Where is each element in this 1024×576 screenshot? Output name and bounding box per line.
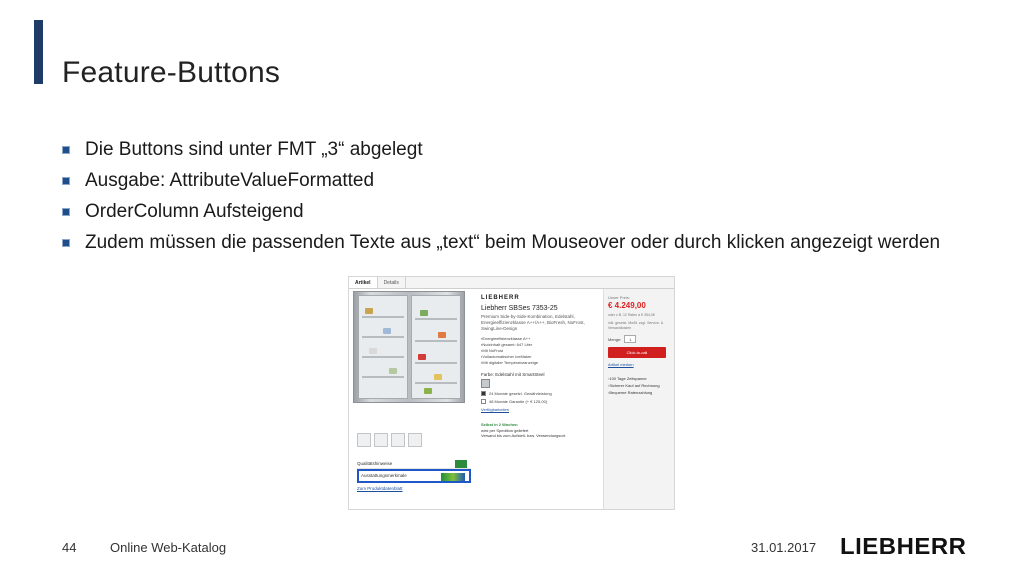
bullet-square-icon	[62, 208, 70, 216]
delivery-status: Selbst in 2 Wochen	[481, 422, 518, 427]
fridge-left-door	[358, 295, 408, 399]
bullet-square-icon	[62, 177, 70, 185]
energy-label-icon[interactable]	[455, 460, 467, 468]
fridge-right-door	[411, 295, 461, 399]
quality-label: Qualitätshinweise	[357, 461, 393, 466]
bullet-text: Die Buttons sind unter FMT „3“ abgelegt	[85, 138, 423, 160]
price-value: € 4.249,00	[608, 301, 646, 310]
feature-buttons-icon[interactable]	[441, 473, 465, 481]
product-page-screenshot	[348, 276, 675, 510]
bullet-item	[62, 196, 940, 227]
warranty-option[interactable]	[481, 399, 601, 404]
product-description: Premium Side-by-Side-Kombination, Edelstahl, Energieeffizienzklasse A++/A++, BioFresh, NoFrost, SwingLine-Design	[481, 314, 585, 331]
bullet-item	[62, 227, 940, 258]
bullet-text: Zudem müssen die passenden Texte aus „text“ beim Mouseover oder durch klicken angezeigt werden	[85, 231, 941, 253]
watch-article-link[interactable]: Artikel merken	[608, 362, 634, 367]
availability-link[interactable]: Verfügbarkeiten	[481, 407, 510, 412]
quality-row	[357, 459, 471, 469]
bullet-item	[62, 165, 940, 196]
feature-item: ▪ Nutzinhalt gesamt: 647 Liter	[481, 342, 601, 348]
tab-details[interactable]: Details	[378, 277, 406, 288]
page-number: 44	[62, 540, 77, 555]
feature-list	[481, 336, 601, 366]
delivery-text: wird per Spedition geliefert	[481, 427, 529, 433]
benefit-item[interactable]: › Bequeme Ratenzahlung	[608, 389, 672, 396]
checkbox-icon[interactable]	[481, 399, 486, 404]
bullet-item	[62, 134, 940, 165]
slide-title: Feature-Buttons	[62, 56, 281, 89]
option-label: 24 Monate gesetzl. Gewährleistung	[489, 391, 552, 396]
color-swatch[interactable]	[481, 379, 490, 388]
feature-label: Ausstattungsmerkmale	[361, 473, 407, 478]
image-thumbnails	[357, 433, 422, 447]
price-sidebar	[603, 289, 675, 510]
checkbox-icon[interactable]	[481, 391, 486, 396]
datasheet-link[interactable]: Zum Produktdatenblatt	[357, 486, 403, 491]
bullet-text: Ausgabe: AttributeValueFormatted	[85, 169, 375, 191]
footer-date: 31.01.2017	[751, 540, 817, 555]
title-accent-bar	[34, 20, 43, 84]
thumbnail[interactable]	[374, 433, 388, 447]
bullet-list	[62, 134, 940, 258]
quantity-input[interactable]: 1	[624, 335, 636, 343]
fridge-product-image	[353, 291, 465, 403]
price-label: Unser Preis:	[608, 295, 631, 300]
quantity-label: Menge:	[608, 336, 622, 342]
brand-logo: LIEBHERR	[481, 295, 520, 301]
color-label: Farbe: Edelstahl mit SmartSteel	[481, 372, 545, 377]
feature-item: ▪ Mit digitaler Temperaturanzeige	[481, 360, 601, 366]
benefit-item[interactable]: › Sicherer Kauf auf Rechnung	[608, 382, 672, 389]
delivery-note: Versand bis zum Aufstell- bzw. Verwendungsort.	[481, 433, 567, 438]
feature-item: ▪ Vollautomatischer IceMaker	[481, 354, 601, 360]
quantity-row	[608, 335, 672, 343]
thumbnail[interactable]	[357, 433, 371, 447]
benefits-list	[608, 375, 672, 396]
product-info	[481, 295, 601, 439]
warranty-option[interactable]	[481, 391, 601, 396]
benefit-item[interactable]: › 100 Tage Zeitspanne	[608, 375, 672, 382]
product-name: Liebherr SBSes 7353-25	[481, 305, 558, 312]
bullet-square-icon	[62, 146, 70, 154]
tab-artikel[interactable]: Artikel	[349, 277, 378, 288]
product-tabs	[349, 277, 675, 289]
feature-item: ▪ Mit NoFrost	[481, 348, 601, 354]
feature-buttons-row	[357, 469, 471, 483]
thumbnail[interactable]	[391, 433, 405, 447]
bullet-square-icon	[62, 239, 70, 247]
liebherr-logo: LIEBHERR	[840, 533, 967, 559]
footer-section: Online Web-Katalog	[110, 540, 227, 555]
bullet-text: OrderColumn Aufsteigend	[85, 200, 304, 222]
feature-item: ▪ Energieeffizienzklasse A++	[481, 336, 601, 342]
option-label: 48 Monate Garantie (+ € 125,00)	[489, 399, 548, 404]
thumbnail[interactable]	[408, 433, 422, 447]
financing-text: oder z.B. 12 Raten à € 354,08	[608, 313, 655, 317]
vat-text: inkl. gesetzl. MwSt. zzgl. Service- & Versandkosten	[608, 321, 664, 330]
click-to-call-button[interactable]: Click-to-call	[608, 347, 666, 358]
quality-section	[357, 459, 471, 491]
delivery-info	[481, 422, 601, 439]
